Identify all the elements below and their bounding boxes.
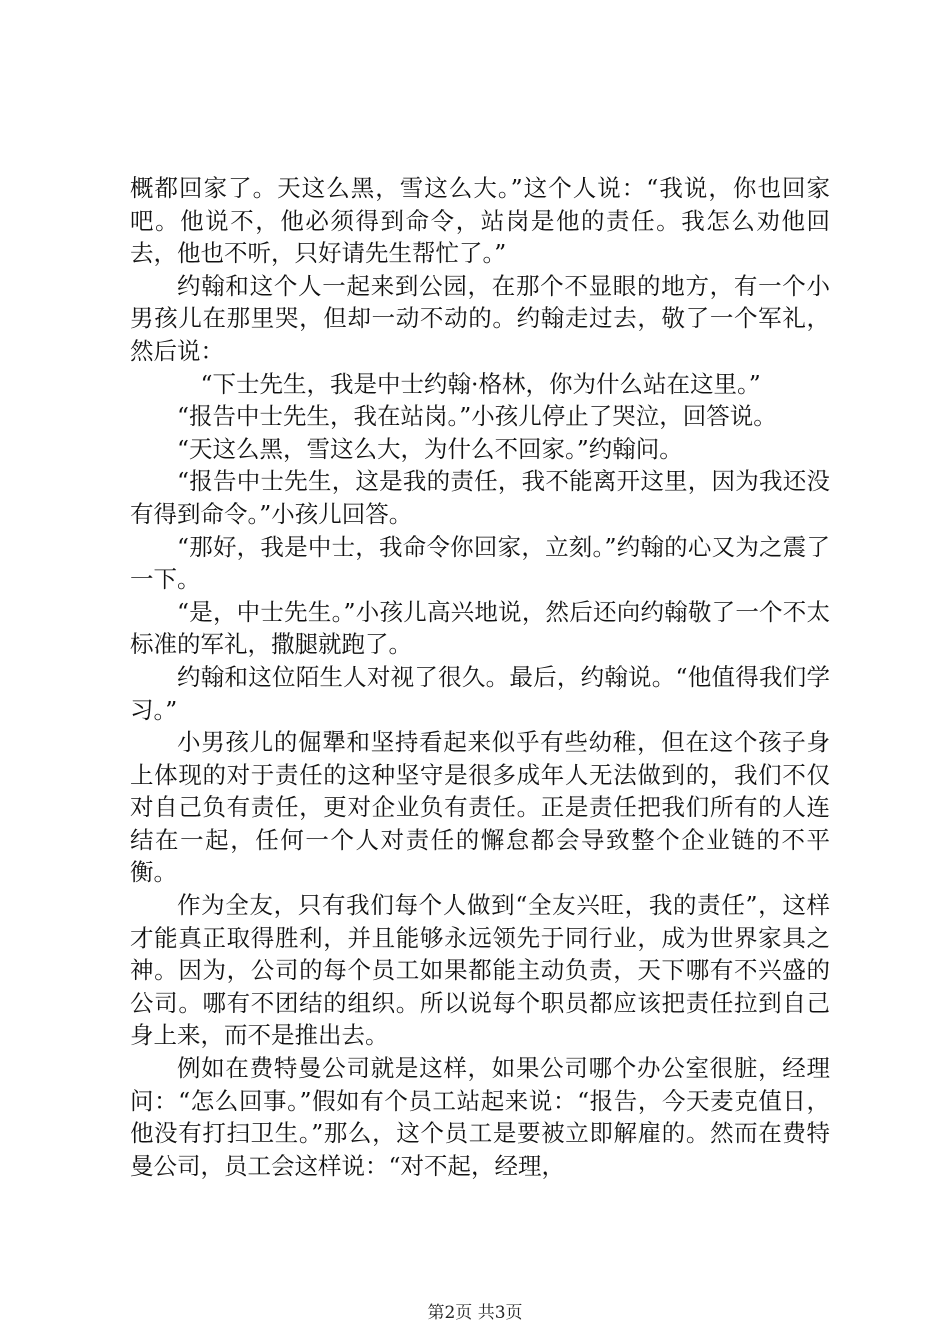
paragraph-8: “是，中士先生。”小孩儿高兴地说，然后还向约翰敬了一个不太标准的军礼，撒腿就跑了。 bbox=[130, 597, 830, 659]
paragraph-11: 作为全友，只有我们每个人做到“全友兴旺，我的责任”，这样才能真正取得胜利，并且能够永远领先于同行业，成为世界家具之神。因为，公司的每个员工如果都能主动负责，天下哪有不兴盛的公司。哪有不团结的组织。所以说每个职员都应该把责任拉到自己身上来，而不是推出去。 bbox=[130, 891, 830, 1050]
paragraph-9: 约翰和这位陌生人对视了很久。最后，约翰说。“他值得我们学习。” bbox=[130, 662, 830, 724]
page-footer: 第2页 共3页 bbox=[427, 1303, 523, 1323]
document-body bbox=[130, 172, 830, 1182]
paragraph-2: 约翰和这个人一起来到公园，在那个不显眼的地方，有一个小男孩儿在那里哭，但却一动不动的。约翰走过去，敬了一个军礼，然后说： bbox=[130, 271, 830, 365]
paragraph-5: “天这么黑，雪这么大，为什么不回家。”约翰问。 bbox=[177, 434, 683, 463]
paragraph-7: “那好，我是中士，我命令你回家，立刻。”约翰的心又为之震了一下。 bbox=[130, 532, 830, 594]
paragraph-3: “下士先生，我是中士约翰·格林，你为什么站在这里。” bbox=[200, 369, 761, 398]
paragraph-4: “报告中士先生，我在站岗。”小孩儿停止了哭泣，回答说。 bbox=[177, 402, 777, 431]
paragraph-6: “报告中士先生，这是我的责任，我不能离开这里，因为我还没有得到命令。”小孩儿回答。 bbox=[130, 467, 830, 528]
paragraph-1: 概都回家了。天这么黑，雪这么大。”这个人说：“我说，你也回家吧。他说不，他必须得到命令，站岗是他的责任。我怎么劝他回去，他也不听，只好请先生帮忙了。” bbox=[130, 174, 830, 268]
paragraph-10: 小男孩儿的倔犟和坚持看起来似乎有些幼稚，但在这个孩子身上体现的对于责任的这种坚守是很多成年人无法做到的，我们不仅对自己负有责任，更对企业负有责任。正是责任把我们所有的人连结在一起，任何一个人对责任的懈怠都会导致整个企业链的不平衡。 bbox=[130, 728, 830, 887]
paragraph-12: 例如在费特曼公司就是这样，如果公司哪个办公室很脏，经理问：“怎么回事。”假如有个员工站起来说：“报告，今天麦克值日，他没有打扫卫生。”那么，这个员工是要被立即解雇的。然而在费特曼公司，员工会这样说：“对不起，经理， bbox=[130, 1054, 830, 1180]
